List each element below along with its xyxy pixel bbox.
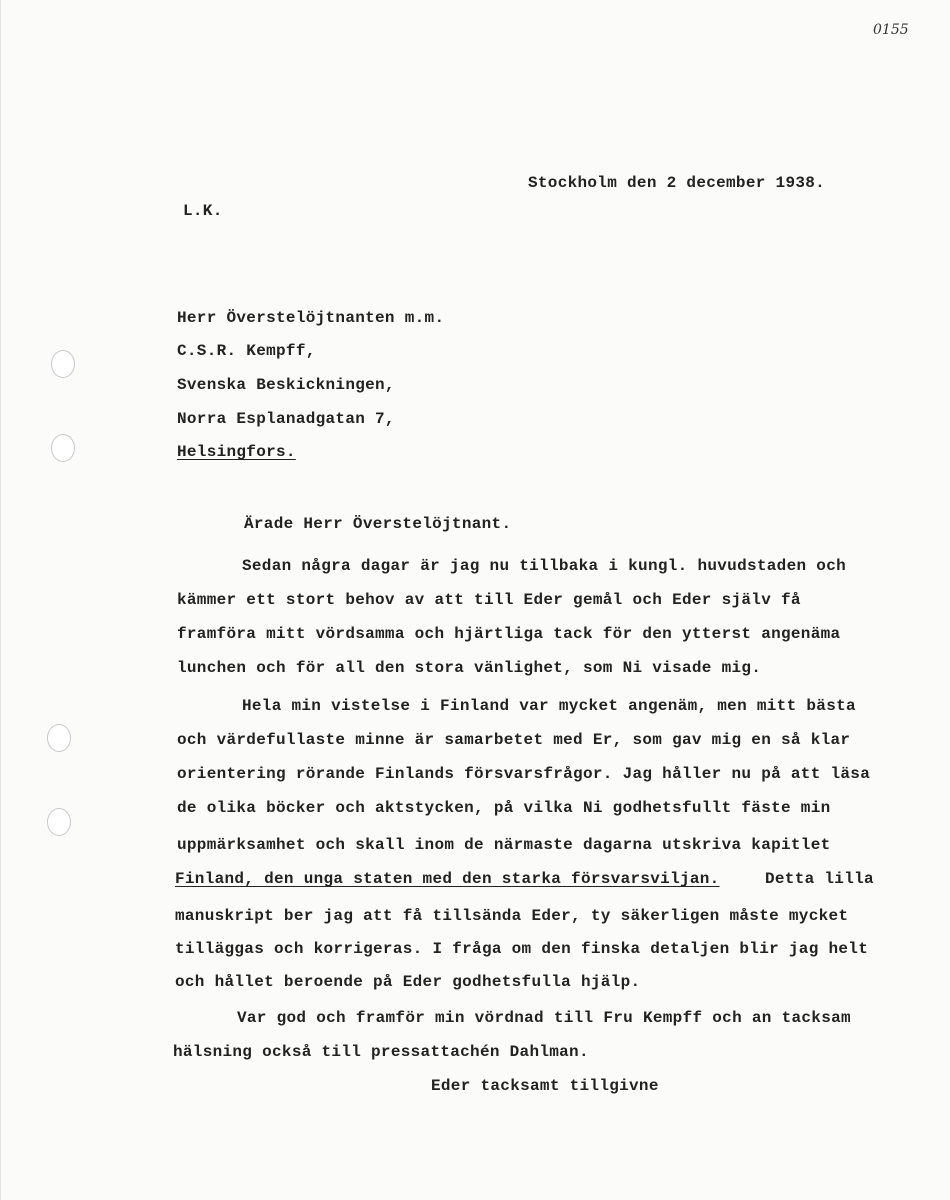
punch-hole <box>51 434 75 462</box>
body-line: de olika böcker och aktstycken, på vilka Ni godhetsfullt fäste min <box>177 799 831 817</box>
body-line: Sedan några dagar är jag nu tillbaka i kungl. huvudstaden och <box>242 557 846 575</box>
body-line: tilläggas och korrigeras. I fråga om den finska detaljen blir jag helt <box>175 940 869 958</box>
body-line: hälsning också till pressattachén Dahlman. <box>173 1043 589 1061</box>
address-city: Helsingfors. <box>177 443 296 461</box>
body-line: lunchen och för all den stora vänlighet, som Ni visade mig. <box>177 659 762 677</box>
body-line: Hela min vistelse i Finland var mycket angenäm, men mitt bästa <box>242 697 856 715</box>
body-line: och värdefullaste minne är samarbetet med Er, som gav mig en så klar <box>177 731 851 749</box>
body-line: uppmärksamhet och skall inom de närmaste dagarna utskriva kapitlet <box>177 836 831 854</box>
address-line: Svenska Beskickningen, <box>177 376 395 394</box>
body-line: manuskript ber jag att få tillsända Eder, ty säkerligen måste mycket <box>175 907 849 925</box>
punch-hole <box>47 808 71 836</box>
body-line: och hållet beroende på Eder godhetsfulla hjälp. <box>175 973 641 991</box>
body-line: orientering rörande Finlands försvarsfrågor. Jag håller nu på att läsa <box>177 765 871 783</box>
punch-hole <box>51 350 75 378</box>
body-line: Detta lilla <box>765 870 874 888</box>
chapter-title: Finland, den unga staten med den starka försvarsviljan. <box>175 870 720 888</box>
body-line: kämmer ett stort behov av att till Eder gemål och Eder själv få <box>177 591 801 609</box>
body-line: framföra mitt vördsamma och hjärtliga tack för den ytterst angenäma <box>177 625 841 643</box>
reference-initials: L.K. <box>183 202 223 220</box>
punch-hole <box>47 724 71 752</box>
date-line: Stockholm den 2 december 1938. <box>528 174 826 192</box>
address-line: Norra Esplanadgatan 7, <box>177 410 395 428</box>
body-line: Var god och framför min vördnad till Fru Kempff och an tacksam <box>237 1009 851 1027</box>
closing: Eder tacksamt tillgivne <box>431 1077 659 1095</box>
address-line: Herr Överstelöjtnanten m.m. <box>177 309 445 327</box>
archive-number: 0155 <box>873 22 909 38</box>
salutation: Ärade Herr Överstelöjtnant. <box>244 515 512 533</box>
address-line: C.S.R. Kempff, <box>177 342 316 360</box>
